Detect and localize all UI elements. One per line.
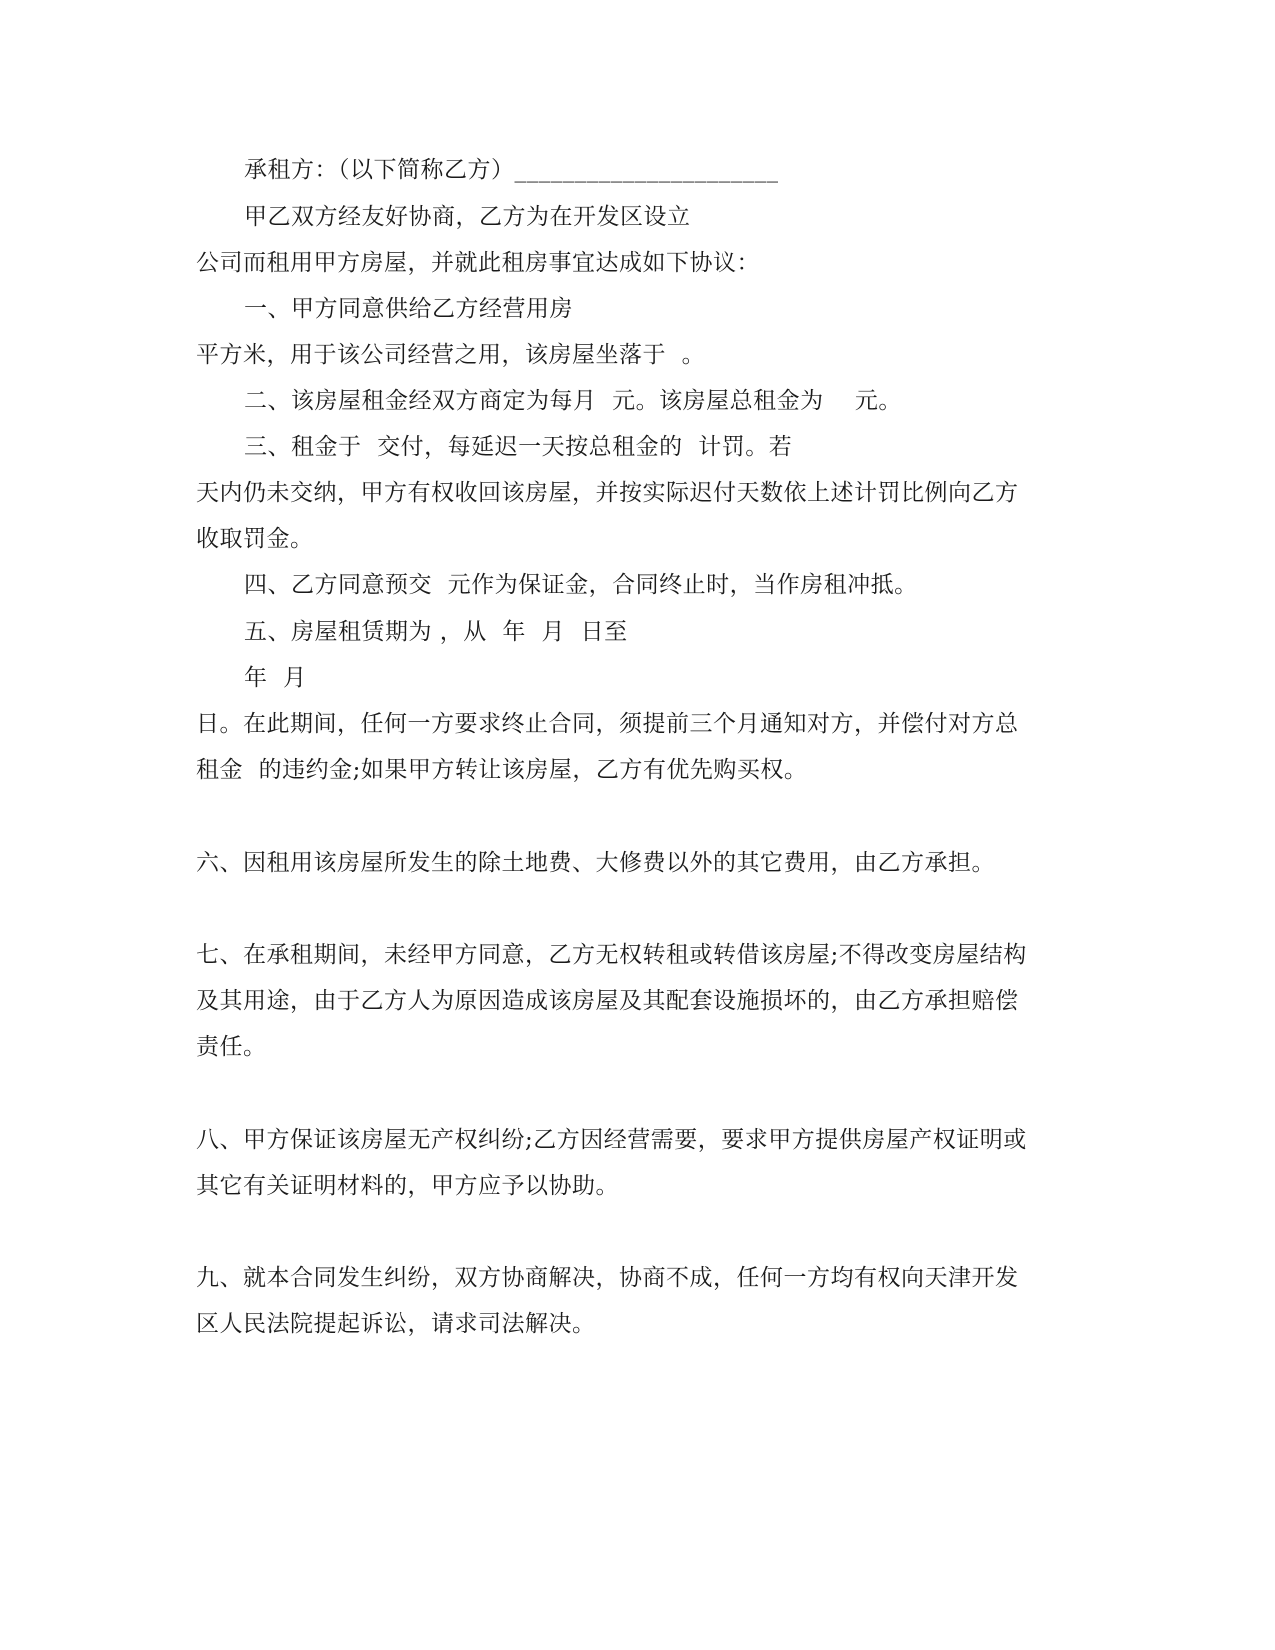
clause-1-line-2: 平方米，用于该公司经营之用，该房屋坐落于 。 xyxy=(196,342,706,368)
clause-5-line-2: 年 月 xyxy=(244,665,307,691)
clause-4-line: 四、乙方同意预交 元作为保证金，合同终止时，当作房租冲抵。 xyxy=(244,572,918,598)
lessee-line: 承租方：（以下简称乙方）______________________ xyxy=(244,157,779,183)
clause-7-line-3: 责任。 xyxy=(196,1034,267,1060)
clause-5-line-3: 日。在此期间，任何一方要求终止合同，须提前三个月通知对方，并偿付对方总 xyxy=(196,711,1019,737)
clause-8-line-2: 其它有关证明材料的，甲方应予以协助。 xyxy=(196,1173,619,1199)
clause-9-line-1: 九、就本合同发生纠纷，双方协商解决，协商不成，任何一方均有权向天津开发 xyxy=(196,1265,1019,1291)
clause-5-line-4: 租金 的违约金;如果甲方转让该房屋，乙方有优先购买权。 xyxy=(196,757,808,783)
clause-7-line-2: 及其用途，由于乙方人为原因造成该房屋及其配套设施损坏的，由乙方承担赔偿 xyxy=(196,988,1019,1014)
clause-1-line-1: 一、甲方同意供给乙方经营用房 xyxy=(244,296,573,322)
clause-7-line-1: 七、在承租期间，未经甲方同意，乙方无权转租或转借该房屋;不得改变房屋结构 xyxy=(196,942,1027,968)
clause-9-line-2: 区人民法院提起诉讼，请求司法解决。 xyxy=(196,1311,596,1337)
clause-5-line-1: 五、房屋租赁期为 ，从 年 月 日至 xyxy=(244,619,628,645)
clause-3-line-3: 收取罚金。 xyxy=(196,526,314,552)
clause-3-line-1: 三、租金于 交付，每延迟一天按总租金的 计罚。若 xyxy=(244,434,793,460)
clause-8-line-1: 八、甲方保证该房屋无产权纠纷;乙方因经营需要，要求甲方提供房屋产权证明或 xyxy=(196,1127,1027,1153)
preamble-line-2: 公司而租用甲方房屋，并就此租房事宜达成如下协议： xyxy=(196,250,760,276)
clause-3-line-2: 天内仍未交纳，甲方有权收回该房屋，并按实际迟付天数依上述计罚比例向乙方 xyxy=(196,480,1019,506)
clause-2-line: 二、该房屋租金经双方商定为每月 元。该房屋总租金为 元。 xyxy=(244,388,902,414)
clause-6-line: 六、因租用该房屋所发生的除土地费、大修费以外的其它费用，由乙方承担。 xyxy=(196,850,995,876)
preamble-line-1: 甲乙双方经友好协商，乙方为在开发区设立 xyxy=(244,204,691,230)
